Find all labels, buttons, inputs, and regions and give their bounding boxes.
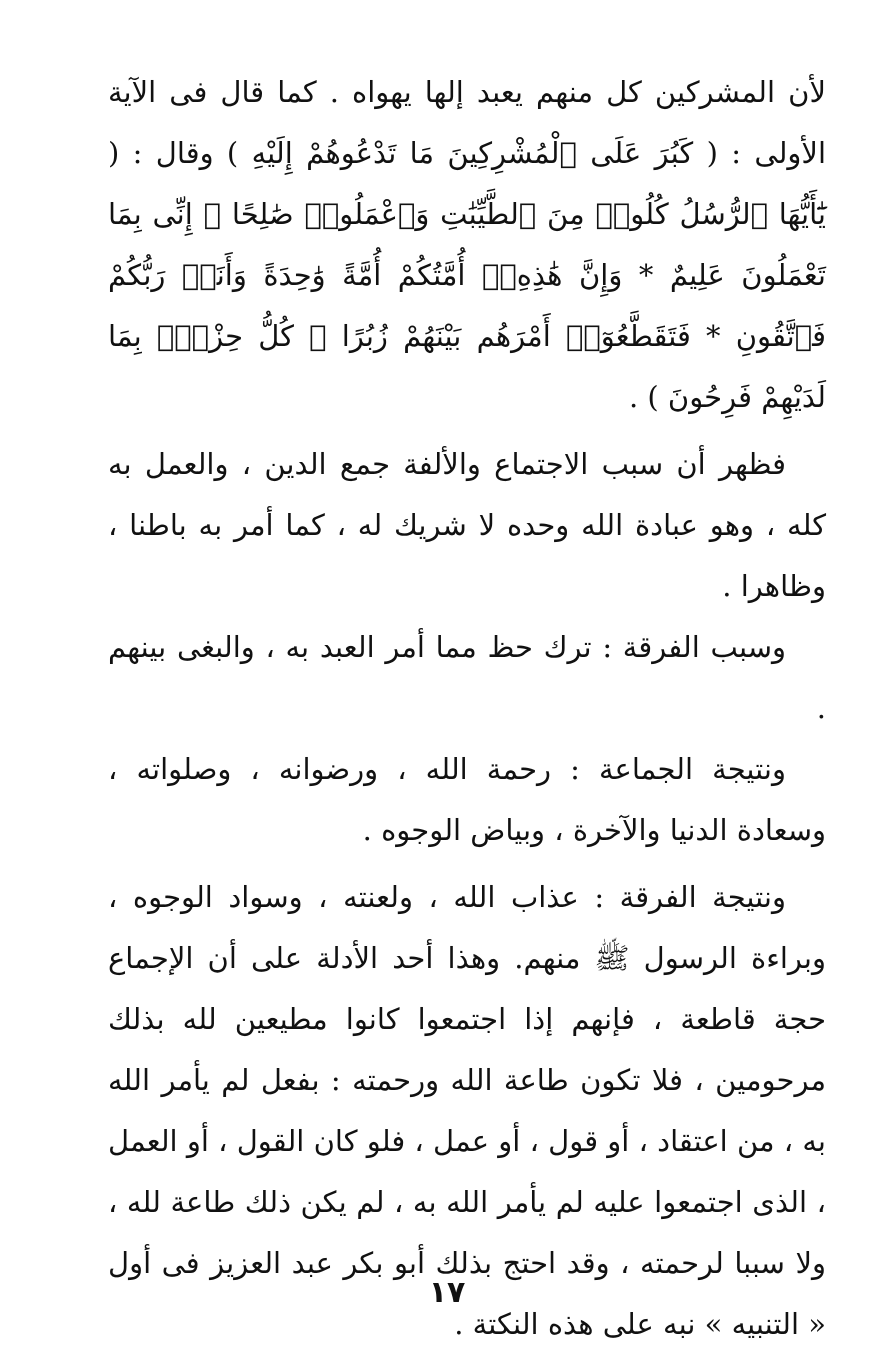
paragraph-cause-of-division: وسبب الفرقة : ترك حظ مما أمر العبد به ، والبغى بينهم . (108, 630, 826, 725)
body-text (108, 62, 826, 1355)
paragraph-quran-context: لأن المشركين كل منهم يعبد إلها يهواه . كما قال فى الآية الأولى : ( كَبُرَ عَلَى ٱلْمُشْرِكِينَ مَا تَدْعُوهُمْ إِلَيْهِ ) وقال : ( يَٰٓأَيُّهَا ٱلرُّسُلُ كُلُوا۟ مِنَ ٱلطَّيِّبَٰتِ وَٱعْمَلُوا۟ صَٰلِحًا ۖ إِنِّى بِمَا تَعْمَلُونَ عَلِيمٌ * وَإِنَّ هَٰذِهِۦٓ أُمَّتُكُمْ أُمَّةً وَٰحِدَةً وَأَنَا۠ رَبُّكُمْ فَٱتَّقُونِ * فَتَقَطَّعُوٓا۟ أَمْرَهُم بَيْنَهُمْ زُبُرًا ۖ كُلُّ حِزْبٍۭ بِمَا لَدَيْهِمْ فَرِحُونَ ) . (108, 75, 826, 414)
paragraph-result-of-division: ونتيجة الفرقة : عذاب الله ، ولعنته ، وسواد الوجوه ، وبراءة الرسول ﷺ منهم. وهذا أحد الأدلة على أن الإجماع حجة قاطعة ، فإنهم إذا اجتمعوا كانوا مطيعين لله بذلك مرحومين ، فلا تكون طاعة الله ورحمته : بفعل لم يأمر الله به ، من اعتقاد ، أو قول ، أو عمل ، فلو كان القول ، أو العمل ، الذى اجتمعوا عليه لم يأمر الله به ، لم يكن ذلك طاعة لله ، ولا سببا لرحمته ، وقد احتج بذلك أبو بكر عبد العزيز فى أول « التنبيه » نبه على هذه النكتة . (108, 880, 826, 1341)
paragraph-cause-of-unity: فظهر أن سبب الاجتماع والألفة جمع الدين ، والعمل به كله ، وهو عبادة الله وحده لا شريك له ، كما أمر به باطنا ، وظاهرا . (108, 447, 826, 603)
page-number: ١٧ (428, 1275, 466, 1310)
paragraph-result-of-unity: ونتيجة الجماعة : رحمة الله ، ورضوانه ، وصلواته ، وسعادة الدنيا والآخرة ، وبياض الوجوه . (108, 752, 826, 847)
